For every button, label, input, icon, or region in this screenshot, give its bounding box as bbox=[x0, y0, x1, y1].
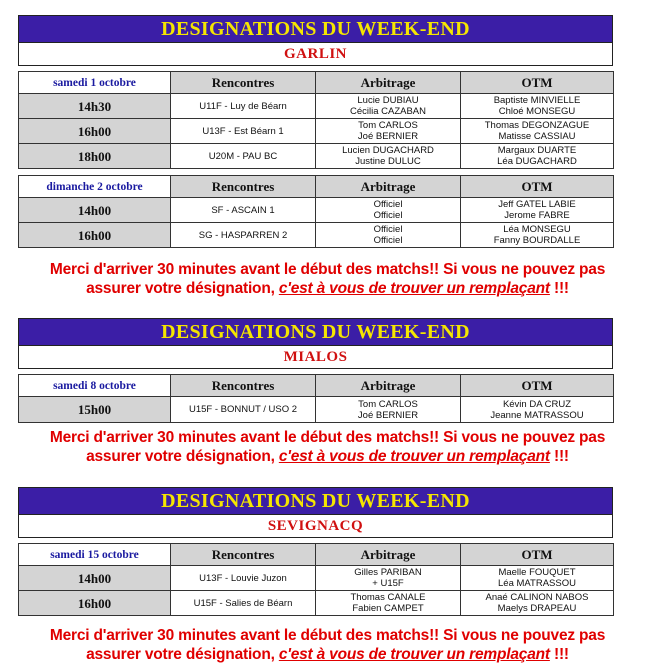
time-cell: 14h00 bbox=[19, 198, 171, 223]
otm-2: Léa MATRASSOU bbox=[498, 578, 576, 589]
referee-cell bbox=[316, 591, 461, 616]
referee-2: Joé BERNIER bbox=[357, 409, 419, 421]
match-cell: U11F - Luy de Béarn bbox=[171, 94, 316, 119]
schedule-table bbox=[18, 374, 614, 423]
referee-1: Officiel bbox=[373, 199, 403, 210]
match-cell: U15F - Salies de Béarn bbox=[171, 591, 316, 616]
date-cell: samedi 8 octobre bbox=[19, 375, 171, 397]
referee-2: Justine DULUC bbox=[355, 156, 421, 167]
designation-block-sevignacq bbox=[18, 487, 613, 616]
notice-emphasis: c'est à vous de trouver un remplaçant bbox=[278, 448, 550, 465]
referee-1: Lucie DUBIAU bbox=[357, 95, 419, 106]
notice-line-2: assurer votre désignation, c'est à vous de trouver un remplaçant !!! bbox=[86, 280, 569, 297]
match-cell: U15F - BONNUT / USO 2 bbox=[171, 397, 316, 423]
otm-cell bbox=[461, 119, 614, 144]
column-header-rencontres: Rencontres bbox=[171, 544, 316, 566]
notice-line-1: Merci d'arriver 30 minutes avant le début des matchs!! Si vous ne pouvez pas bbox=[49, 429, 606, 446]
referee-cell bbox=[316, 198, 461, 223]
notice-line-2: assurer votre désignation, c'est à vous de trouver un remplaçant !!! bbox=[86, 646, 569, 663]
table-row bbox=[19, 144, 614, 169]
referee-1: Lucien DUGACHARD bbox=[342, 145, 434, 156]
header-row bbox=[19, 544, 614, 566]
otm-1: Thomas DEGONZAGUE bbox=[484, 120, 590, 131]
banner-title: DESIGNATIONS DU WEEK-END bbox=[18, 487, 613, 515]
otm-2: Jerome FABRE bbox=[504, 210, 570, 221]
referee-2: Cécilia CAZABAN bbox=[349, 106, 427, 117]
otm-1: Baptiste MINVIELLE bbox=[493, 95, 581, 106]
otm-1: Jeff GATEL LABIE bbox=[498, 199, 576, 210]
referee-1: Tom CARLOS bbox=[358, 120, 418, 131]
column-header-rencontres: Rencontres bbox=[171, 176, 316, 198]
banner-title: DESIGNATIONS DU WEEK-END bbox=[18, 318, 613, 346]
schedule-table bbox=[18, 71, 614, 248]
notice-line-2: assurer votre désignation, c'est à vous de trouver un remplaçant !!! bbox=[86, 448, 569, 465]
date-cell: samedi 1 octobre bbox=[19, 72, 171, 94]
arrival-notice bbox=[0, 626, 655, 664]
venue-title: MIALOS bbox=[18, 346, 613, 369]
table-row bbox=[19, 397, 614, 423]
referee-cell bbox=[316, 94, 461, 119]
schedule-table bbox=[18, 543, 614, 616]
notice-line-1: Merci d'arriver 30 minutes avant le début des matchs!! Si vous ne pouvez pas bbox=[49, 261, 606, 278]
time-cell: 18h00 bbox=[19, 144, 171, 169]
date-cell: samedi 15 octobre bbox=[19, 544, 171, 566]
table-row bbox=[19, 591, 614, 616]
notice-line-1: Merci d'arriver 30 minutes avant le début des matchs!! Si vous ne pouvez pas bbox=[49, 627, 606, 644]
match-cell: SG - HASPARREN 2 bbox=[171, 223, 316, 248]
otm-cell bbox=[461, 566, 614, 591]
column-header-otm: OTM bbox=[461, 544, 614, 566]
table-row bbox=[19, 119, 614, 144]
referee-2: + U15F bbox=[372, 578, 404, 589]
otm-2: Matisse CASSIAU bbox=[498, 131, 576, 142]
otm-1: Anaé CALINON NABOS bbox=[485, 592, 589, 603]
notice-emphasis: c'est à vous de trouver un remplaçant bbox=[278, 646, 550, 663]
time-cell: 16h00 bbox=[19, 223, 171, 248]
column-header-otm: OTM bbox=[461, 375, 614, 397]
otm-cell bbox=[461, 144, 614, 169]
otm-cell bbox=[461, 94, 614, 119]
referee-1: Gilles PARIBAN bbox=[354, 567, 422, 578]
arrival-notice bbox=[0, 260, 655, 298]
column-header-arbitrage: Arbitrage bbox=[316, 544, 461, 566]
referee-2: Fabien CAMPET bbox=[352, 603, 424, 614]
arrival-notice bbox=[0, 428, 655, 466]
otm-2: Maelys DRAPEAU bbox=[497, 603, 577, 614]
otm-2: Fanny BOURDALLE bbox=[493, 235, 581, 246]
time-cell: 16h00 bbox=[19, 591, 171, 616]
table-row bbox=[19, 223, 614, 248]
banner-title: DESIGNATIONS DU WEEK-END bbox=[18, 15, 613, 43]
designation-block-garlin bbox=[18, 15, 613, 248]
otm-cell bbox=[461, 223, 614, 248]
column-header-rencontres: Rencontres bbox=[171, 375, 316, 397]
column-header-arbitrage: Arbitrage bbox=[316, 375, 461, 397]
table-row bbox=[19, 198, 614, 223]
otm-1: Léa MONSEGU bbox=[503, 224, 571, 235]
otm-1: Kévin DA CRUZ bbox=[502, 398, 572, 410]
referee-2: Officiel bbox=[373, 235, 403, 246]
time-cell: 14h00 bbox=[19, 566, 171, 591]
designation-block-mialos bbox=[18, 318, 613, 423]
time-cell: 14h30 bbox=[19, 94, 171, 119]
match-cell: U13F - Louvie Juzon bbox=[171, 566, 316, 591]
otm-cell bbox=[461, 397, 614, 423]
referee-1: Tom CARLOS bbox=[358, 398, 418, 410]
otm-cell bbox=[461, 198, 614, 223]
referee-1: Officiel bbox=[373, 224, 403, 235]
otm-1: Margaux DUARTE bbox=[497, 145, 577, 156]
referee-1: Thomas CANALE bbox=[350, 592, 426, 603]
notice-emphasis: c'est à vous de trouver un remplaçant bbox=[278, 280, 550, 297]
time-cell: 16h00 bbox=[19, 119, 171, 144]
otm-1: Maelle FOUQUET bbox=[498, 567, 576, 578]
referee-2: Joé BERNIER bbox=[357, 131, 419, 142]
venue-title: SEVIGNACQ bbox=[18, 515, 613, 538]
match-cell: SF - ASCAIN 1 bbox=[171, 198, 316, 223]
header-row bbox=[19, 375, 614, 397]
column-header-otm: OTM bbox=[461, 176, 614, 198]
table-row bbox=[19, 566, 614, 591]
column-header-rencontres: Rencontres bbox=[171, 72, 316, 94]
referee-2: Officiel bbox=[373, 210, 403, 221]
table-row bbox=[19, 94, 614, 119]
date-cell: dimanche 2 octobre bbox=[19, 176, 171, 198]
column-header-arbitrage: Arbitrage bbox=[316, 72, 461, 94]
otm-cell bbox=[461, 591, 614, 616]
venue-title: GARLIN bbox=[18, 43, 613, 66]
otm-2: Léa DUGACHARD bbox=[497, 156, 577, 167]
match-cell: U20M - PAU BC bbox=[171, 144, 316, 169]
time-cell: 15h00 bbox=[19, 397, 171, 423]
otm-2: Chloé MONSEGU bbox=[498, 106, 576, 117]
referee-cell bbox=[316, 144, 461, 169]
header-row bbox=[19, 72, 614, 94]
referee-cell bbox=[316, 397, 461, 423]
referee-cell bbox=[316, 119, 461, 144]
column-header-arbitrage: Arbitrage bbox=[316, 176, 461, 198]
header-row bbox=[19, 176, 614, 198]
otm-2: Jeanne MATRASSOU bbox=[490, 409, 584, 421]
match-cell: U13F - Est Béarn 1 bbox=[171, 119, 316, 144]
column-header-otm: OTM bbox=[461, 72, 614, 94]
referee-cell bbox=[316, 566, 461, 591]
referee-cell bbox=[316, 223, 461, 248]
